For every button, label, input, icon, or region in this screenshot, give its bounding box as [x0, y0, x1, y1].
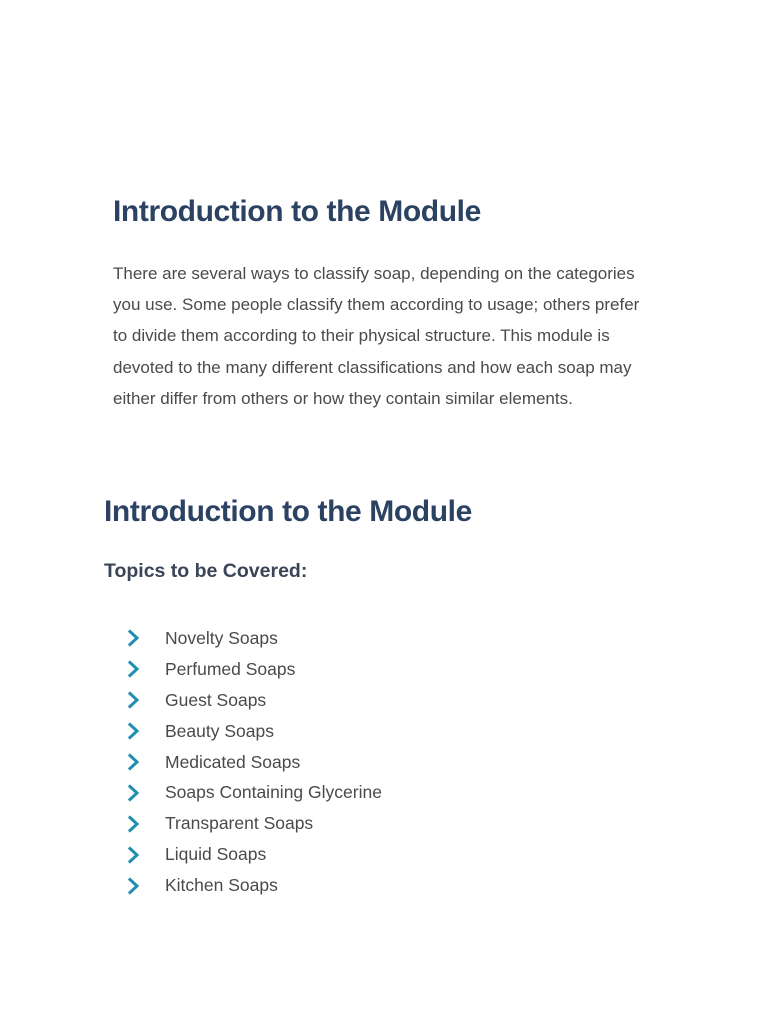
topic-label: Novelty Soaps: [165, 627, 278, 648]
chevron-right-icon: [125, 629, 143, 647]
topic-label: Perfumed Soaps: [165, 658, 296, 679]
topics-subheading: Topics to be Covered:: [104, 560, 308, 582]
list-item: [125, 654, 382, 685]
topic-label: Transparent Soaps: [165, 813, 314, 834]
intro-paragraph: There are several ways to classify soap, depending on the categories you use. Some people classify them according to usage; others prefer to divide them according to their physical structure. This module is devoted to the many different classifications and how each soap may either differ from others or how they contain similar elements.: [113, 264, 640, 408]
topic-label: Medicated Soaps: [165, 751, 301, 772]
chevron-right-icon: [125, 815, 143, 833]
chevron-right-icon: [125, 722, 143, 740]
list-item: [125, 747, 382, 778]
topic-label: Guest Soaps: [165, 689, 267, 710]
list-item: [125, 623, 382, 654]
list-item: [125, 870, 382, 901]
chevron-right-icon: [125, 877, 143, 895]
chevron-right-icon: [125, 846, 143, 864]
topic-label: Soaps Containing Glycerine: [165, 782, 382, 803]
topic-label: Beauty Soaps: [165, 720, 274, 741]
chevron-right-icon: [125, 784, 143, 802]
chevron-right-icon: [125, 660, 143, 678]
list-item: [125, 808, 382, 839]
topics-list: [125, 623, 382, 901]
list-item: [125, 685, 382, 716]
topic-label: Liquid Soaps: [165, 844, 267, 865]
topic-label: Kitchen Soaps: [165, 875, 278, 896]
chevron-right-icon: [125, 691, 143, 709]
list-item: [125, 716, 382, 747]
section-heading-intro: Introduction to the Module: [113, 195, 481, 228]
list-item: [125, 777, 382, 808]
list-item: [125, 839, 382, 870]
section-heading-topics: Introduction to the Module: [104, 495, 472, 528]
chevron-right-icon: [125, 753, 143, 771]
